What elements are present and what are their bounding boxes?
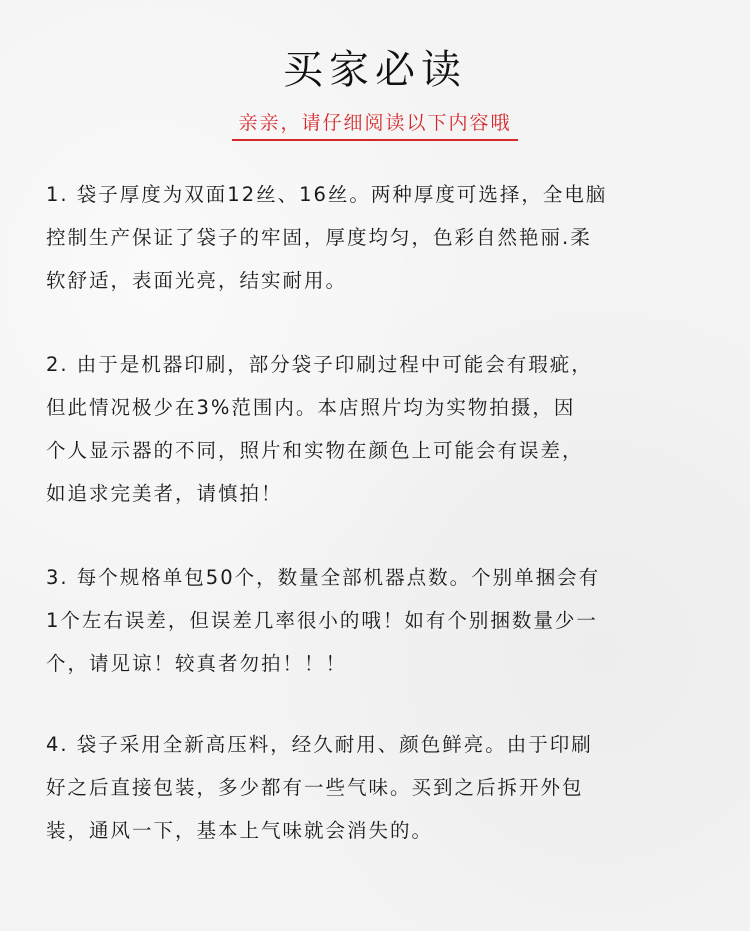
paragraph-line: 软舒适，表面光亮，结实耐用。 <box>46 269 348 292</box>
paragraph-line: 如追求完美者，请慎拍！ <box>46 482 283 505</box>
subtitle-container <box>0 110 750 141</box>
paragraph-line: 1. 袋子厚度为双面12丝、16丝。两种厚度可选择，全电脑 <box>46 183 608 206</box>
paragraph-line: 3. 每个规格单包50个，数量全部机器点数。个别单捆会有 <box>46 566 601 589</box>
paragraph-line: 个，请见谅！较真者勿拍！！！ <box>46 652 348 675</box>
notice-paragraph-1 <box>46 173 714 302</box>
paragraph-line: 控制生产保证了袋子的牢固，厚度均匀，色彩自然艳丽.柔 <box>46 226 592 249</box>
page-title: 买家必读 <box>283 47 467 93</box>
paragraph-line: 装，通风一下，基本上气味就会消失的。 <box>46 819 434 842</box>
paragraph-line: 2. 由于是机器印刷，部分袋子印刷过程中可能会有瑕疵， <box>46 353 593 376</box>
paragraph-line: 但此情况极少在3%范围内。本店照片均为实物拍摄，因 <box>46 396 576 419</box>
paragraph-line: 1个左右误差，但误差几率很小的哦！如有个别捆数量少一 <box>46 609 598 632</box>
page-subtitle: 亲亲，请仔细阅读以下内容哦 <box>232 110 517 141</box>
notice-paragraph-2 <box>46 343 714 515</box>
notice-paragraph-3 <box>46 556 714 685</box>
notice-paragraph-4 <box>46 723 714 852</box>
paragraph-line: 4. 袋子采用全新高压料，经久耐用、颜色鲜亮。由于印刷 <box>46 733 593 756</box>
paragraph-line: 个人显示器的不同，照片和实物在颜色上可能会有误差， <box>46 439 584 462</box>
paragraph-line: 好之后直接包装，多少都有一些气味。买到之后拆开外包 <box>46 776 584 799</box>
